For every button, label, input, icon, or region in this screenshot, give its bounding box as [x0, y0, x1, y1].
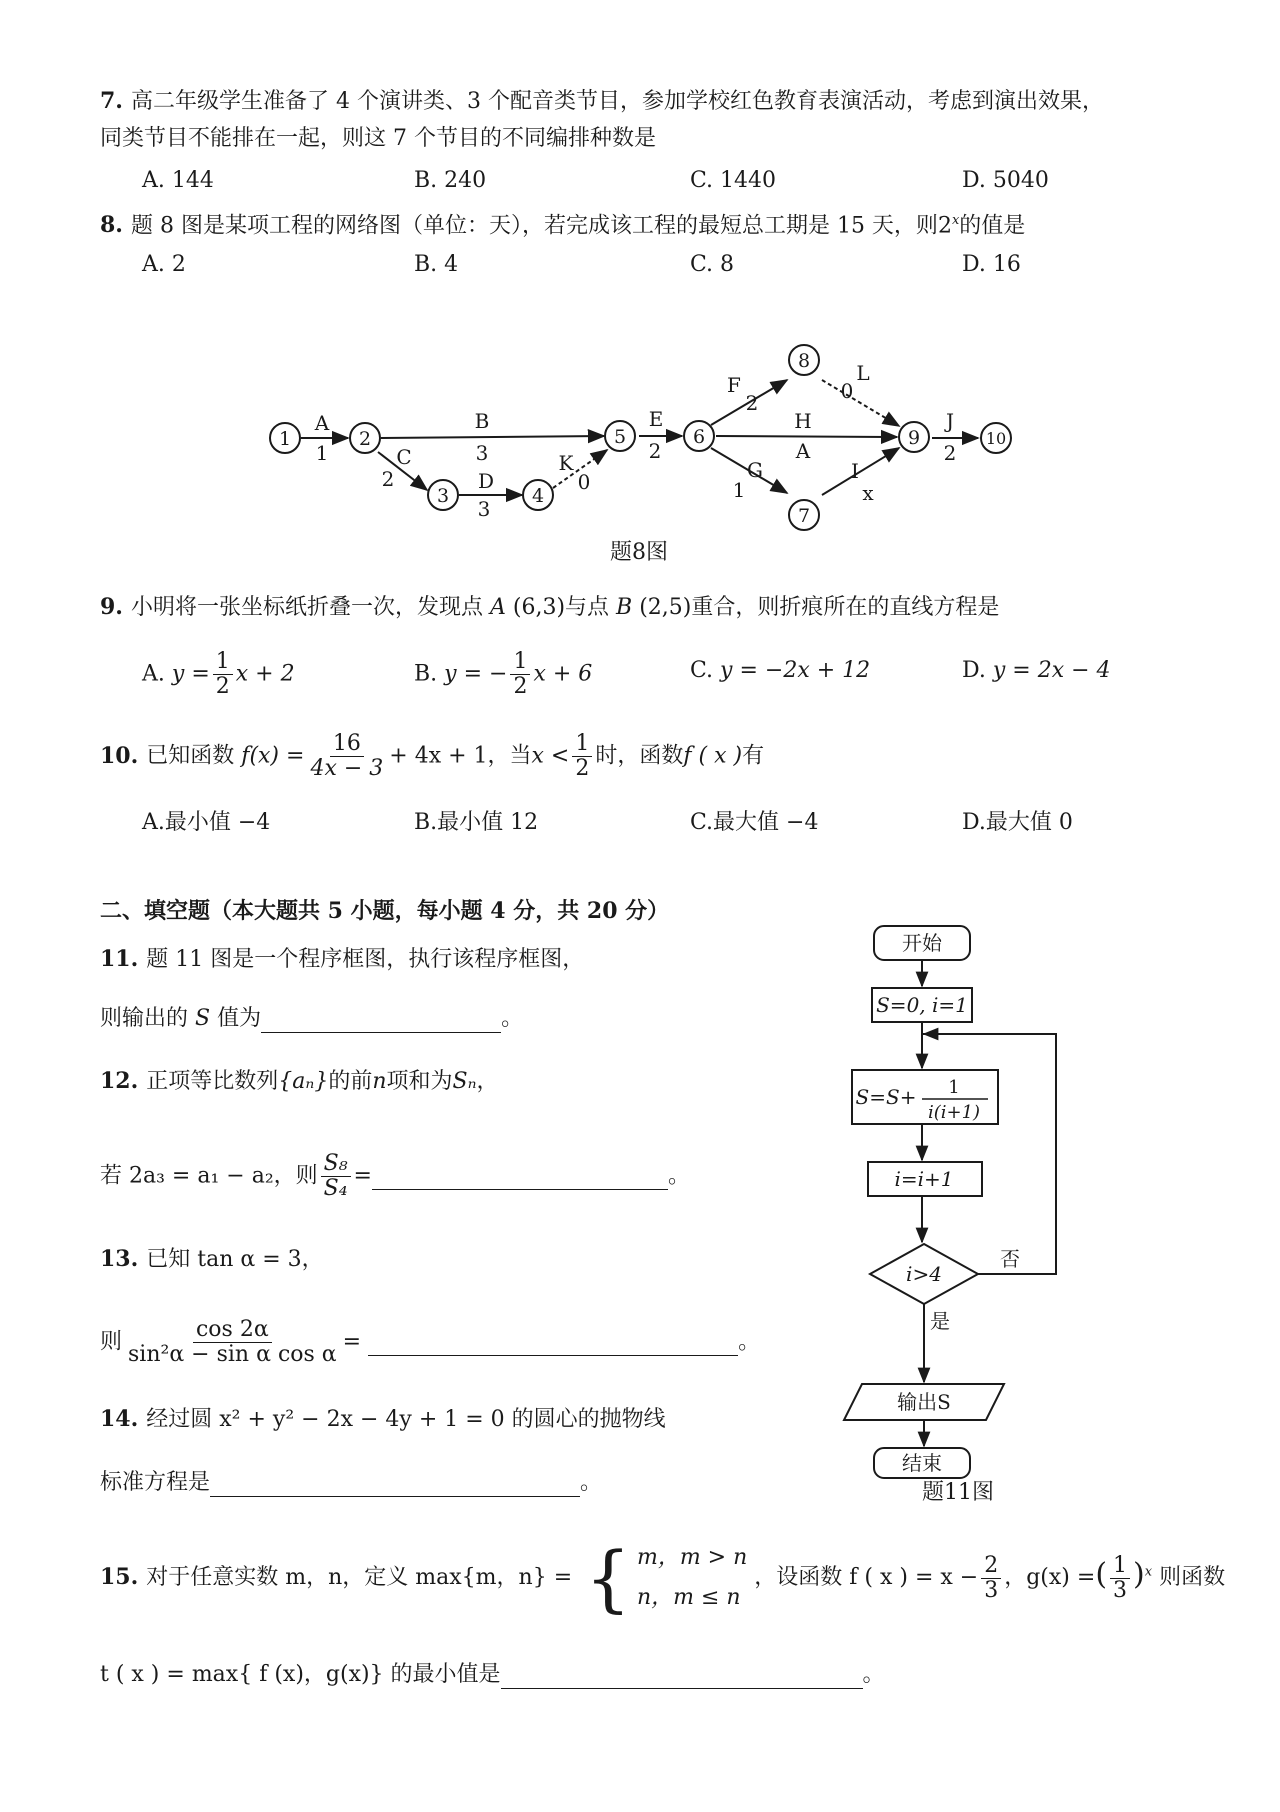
q15-g-den: 3	[1113, 1577, 1128, 1603]
q9-option-a-rest: x + 2	[235, 661, 295, 687]
edge-b	[381, 436, 604, 438]
edge-l	[822, 380, 899, 426]
q7-option-a: A. 144	[142, 168, 214, 193]
edge-label-k-task: K	[558, 451, 574, 475]
q9-option-b	[414, 650, 592, 699]
q8-line1	[100, 206, 1025, 241]
node-label-10: 10	[985, 429, 1007, 448]
q9-option-b-num: 1	[510, 650, 530, 675]
edge-label-d-task: D	[477, 469, 495, 493]
q9-point-b: B	[616, 595, 633, 620]
q14-text1: 经过圆 x² + y² − 2x − 4y + 1 = 0 的圆心的抛物线	[146, 1407, 666, 1432]
q9-option-d-label: D.	[962, 658, 986, 683]
q13-frac	[125, 1318, 340, 1367]
q9-line	[100, 592, 999, 623]
q12-n: n	[372, 1069, 387, 1094]
q8-option-b: B. 4	[414, 252, 459, 277]
q8-text-b: 的值是	[959, 213, 1026, 239]
edge-label-j-dur: 2	[943, 441, 957, 465]
q12-seq: {aₙ}	[278, 1069, 329, 1094]
q9-text-c: 重合，则折痕所在的直线方程是	[691, 595, 1000, 620]
q15-text2a: t ( x ) = max{ f (x)，g(x)} 的最小值是	[100, 1662, 501, 1687]
q12-line2	[100, 1152, 690, 1201]
q13-number: 13.	[100, 1246, 139, 1272]
flow-update-lhs: S=S+	[855, 1085, 917, 1109]
flow-incr-label: i=i+1	[894, 1167, 954, 1191]
q9-point-a: A	[489, 595, 506, 620]
q10-frac-num: 16	[330, 732, 364, 757]
q9-coord-b: (2,5)	[639, 595, 692, 620]
q15-case1: m，m > n	[636, 1545, 748, 1570]
q13-end: 。	[738, 1329, 761, 1355]
q10-option-c: C.最大值 −4	[690, 810, 819, 835]
flow-start-label: 开始	[902, 931, 942, 955]
edge-label-e-task: E	[648, 407, 664, 431]
q15-f-num: 2	[981, 1554, 1001, 1579]
q12-text-c: 项和为	[386, 1069, 453, 1094]
q7-option-c: C. 1440	[690, 168, 777, 193]
section-2-heading: 二、填空题（本大题共 5 小题，每小题 4 分，共 20 分）	[100, 898, 670, 924]
q12-number: 12.	[100, 1068, 139, 1094]
q12-answer-blank[interactable]	[372, 1163, 668, 1190]
q15-brace: {	[585, 1536, 631, 1620]
q12-frac-num: S₈	[321, 1152, 351, 1177]
q8-network-diagram	[0, 330, 1280, 560]
q15-f-den: 3	[984, 1577, 999, 1603]
q15-line2	[100, 1660, 885, 1690]
q9-option-a	[142, 650, 295, 699]
q14-answer-blank[interactable]	[210, 1470, 580, 1497]
edge-label-b-dur: 3	[475, 441, 489, 465]
q8-exponent: x	[951, 213, 960, 228]
edge-label-e-dur: 2	[648, 439, 662, 463]
q10-option-a: A.最小值 −4	[142, 810, 271, 835]
q9-option-a-lhs: y =	[171, 661, 210, 687]
q15-cases	[579, 1538, 747, 1618]
flow-update-den: i(i+1)	[927, 1102, 981, 1123]
flow-no-label: 否	[1000, 1247, 1020, 1271]
q12-text2a: 若 2a₃ = a₁ − a₂，则	[100, 1163, 318, 1189]
q12-end: 。	[667, 1163, 690, 1189]
edge-i	[822, 448, 899, 495]
q14-line1	[100, 1404, 666, 1435]
q7-option-b: B. 240	[414, 168, 487, 193]
flow-init-label: S=0, i=1	[876, 993, 968, 1017]
q13-eq: =	[342, 1329, 362, 1355]
q12-frac-den: S₄	[323, 1176, 348, 1201]
q9-number: 9.	[100, 594, 123, 620]
q7-line1	[100, 86, 1104, 117]
q7-text1: 高二年级学生准备了 4 个演讲类、3 个配音类节目，参加学校红色教育表演活动，考虑到演出效果，	[130, 89, 1104, 114]
q10-number: 10.	[100, 742, 139, 769]
q7-line2: 同类节目不能排在一起，则这 7 个节目的不同编排种数是	[100, 126, 656, 151]
q11-line1	[100, 944, 584, 975]
q15-g-frac	[1110, 1554, 1130, 1603]
edge-h	[716, 436, 897, 437]
q10-fx2: f ( x )	[683, 743, 743, 769]
edge-label-k-dur: 0	[577, 470, 591, 494]
q9-option-b-label: B.	[414, 661, 438, 687]
q7-number: 7.	[100, 88, 123, 114]
flow-update-num: 1	[948, 1077, 960, 1098]
q9-option-b-lhs: y = −	[444, 661, 508, 687]
q15-text-d: 则函数	[1159, 1565, 1226, 1590]
q9-option-c-label: C.	[690, 658, 714, 683]
q8-base: 2	[937, 213, 952, 239]
flow-output-label: 输出S	[897, 1390, 951, 1414]
edge-label-f-dur: 2	[745, 391, 759, 415]
q11-answer-blank[interactable]	[261, 1006, 501, 1033]
q10-half-den: 2	[575, 756, 590, 781]
q15-case2: n，m ≤ n	[636, 1585, 741, 1610]
q9-option-a-num: 1	[213, 650, 233, 675]
q12-text-b: 的前	[328, 1069, 373, 1094]
q12-frac	[321, 1152, 351, 1201]
q15-text-a: 对于任意实数 m，n，定义 max{m，n} =	[146, 1565, 573, 1590]
q8-diagram-caption: 题8图	[610, 540, 668, 565]
q13-line2	[100, 1318, 760, 1367]
q14-end: 。	[580, 1470, 603, 1495]
q12-text-a: 正项等比数列	[146, 1069, 279, 1094]
q11-text2a: 则输出的	[100, 1006, 189, 1031]
q9-option-a-frac	[213, 650, 233, 699]
q12-comma: ，	[476, 1069, 499, 1094]
q15-f-frac	[981, 1554, 1001, 1603]
edge-label-l-task: L	[856, 361, 870, 385]
q9-option-c	[690, 656, 870, 686]
q11-number: 11.	[100, 946, 139, 972]
q11-var-s: S	[195, 1006, 211, 1031]
edge-label-f-task: F	[727, 373, 741, 397]
q15-end: 。	[862, 1662, 885, 1687]
edge-label-g-task: G	[747, 458, 763, 482]
edge-label-c-dur: 2	[381, 467, 395, 491]
q10-rest: + 4x + 1，当	[389, 743, 532, 769]
q11-text1: 题 11 图是一个程序框图，执行该程序框图，	[146, 947, 585, 972]
q10-text-b: 时，函数	[595, 743, 684, 769]
q14-line2	[100, 1468, 602, 1498]
q15-cases-list	[637, 1538, 747, 1618]
q10-frac-den: 4x − 3	[310, 756, 384, 781]
q15-line1: 15. 对于任意实数 m，n，定义 max{m，n} = { m，m > n n，m ≤ n ，设函数 f ( x ) = x − $\frac{2}{3}$ ，g(x) =( $\frac{1}{3}$ )$^x$ 则函数	[100, 1536, 1226, 1620]
node-label-4: 4	[531, 485, 545, 507]
q11-end: 。	[501, 1006, 524, 1031]
q8-number: 8.	[100, 212, 123, 239]
q12-eq: =	[353, 1163, 372, 1189]
q8-option-d: D. 16	[962, 252, 1021, 277]
q9-option-d	[962, 656, 1111, 686]
q10-frac	[307, 732, 386, 781]
node-label-5: 5	[613, 426, 627, 448]
flow-yes-label: 是	[930, 1309, 950, 1333]
node-label-8: 8	[797, 350, 811, 372]
edge-label-l-dur: 0	[840, 379, 854, 403]
q12-line1	[100, 1066, 499, 1097]
edge-label-i-task: I	[851, 459, 859, 483]
q15-number: 15.	[100, 1564, 139, 1590]
node-label-1: 1	[278, 428, 292, 450]
node-label-7: 7	[797, 505, 811, 527]
q12-sn: Sₙ	[452, 1069, 477, 1094]
q9-option-b-rest: x + 6	[533, 661, 593, 687]
q13-text2a: 则	[100, 1329, 123, 1355]
q15-g-exp: x	[1144, 1564, 1153, 1580]
q14-number: 14.	[100, 1406, 139, 1432]
q9-text-a: 小明将一张坐标纸折叠一次，发现点	[130, 595, 483, 620]
edge-label-g-dur: 1	[732, 478, 746, 502]
edge-label-c-task: C	[396, 445, 412, 469]
q9-option-d-expr: y = 2x − 4	[992, 658, 1111, 683]
node-label-6: 6	[692, 426, 706, 448]
q9-option-b-den: 2	[513, 674, 528, 699]
q15-text-c: ，g(x) =	[1004, 1565, 1096, 1590]
edge-label-a-task: A	[314, 411, 330, 435]
q15-g-num: 1	[1110, 1554, 1130, 1579]
edge-label-a-dur: 1	[315, 441, 329, 465]
q10-option-b: B.最小值 12	[414, 810, 539, 835]
q10-fx: f(x) =	[241, 743, 305, 769]
q11-text2b: 值为	[217, 1006, 262, 1031]
node-label-3: 3	[436, 485, 450, 507]
q8-text-a: 题 8 图是某项工程的网络图（单位：天），若完成该工程的最短总工期是 15 天，则	[130, 213, 938, 239]
q9-option-c-expr: y = −2x + 12	[720, 658, 871, 683]
q11-flowchart-caption: 题11图	[922, 1480, 994, 1505]
q9-option-a-label: A.	[142, 661, 165, 687]
q15-text-b: ，设函数 f ( x ) = x −	[754, 1565, 979, 1590]
flow-end-label: 结束	[902, 1451, 942, 1475]
edge-label-i-dur: x	[862, 481, 874, 505]
q14-text2: 标准方程是	[100, 1470, 211, 1495]
q13-line1	[100, 1244, 324, 1275]
q10-text-a: 已知函数	[146, 743, 235, 769]
q13-answer-blank[interactable]	[368, 1329, 738, 1356]
q9-coord-a: (6,3)	[512, 595, 566, 620]
node-label-9: 9	[907, 427, 921, 449]
q10-cond: x <	[531, 743, 570, 769]
q9-text-b: 与点	[565, 595, 610, 620]
q10-half	[572, 732, 592, 781]
q9-option-a-den: 2	[215, 674, 230, 699]
flow-cond-label: i>4	[906, 1262, 942, 1286]
edge-label-h-dur: A	[795, 439, 811, 463]
q13-frac-num: cos 2α	[193, 1318, 272, 1343]
edge-label-j-task: J	[945, 409, 955, 433]
q7-option-d: D. 5040	[962, 168, 1049, 193]
q9-option-b-frac	[510, 650, 530, 699]
node-label-2: 2	[358, 428, 372, 450]
q10-half-num: 1	[572, 732, 592, 757]
q15-answer-blank[interactable]	[501, 1662, 863, 1689]
q10-text-c: 有	[742, 743, 765, 769]
edge-label-d-dur: 3	[477, 497, 491, 521]
q13-frac-den: sin²α − sin α cos α	[128, 1342, 337, 1367]
q10-line	[100, 732, 764, 781]
edge-label-h-task: H	[794, 409, 812, 433]
q11-line2	[100, 1004, 523, 1034]
q13-text1: 已知 tan α = 3，	[146, 1247, 324, 1272]
q11-flowchart	[830, 920, 1090, 1480]
edge-label-b-task: B	[474, 409, 490, 433]
q8-option-c: C. 8	[690, 252, 735, 277]
q10-option-d: D.最大值 0	[962, 810, 1073, 835]
q8-option-a: A. 2	[142, 252, 186, 277]
